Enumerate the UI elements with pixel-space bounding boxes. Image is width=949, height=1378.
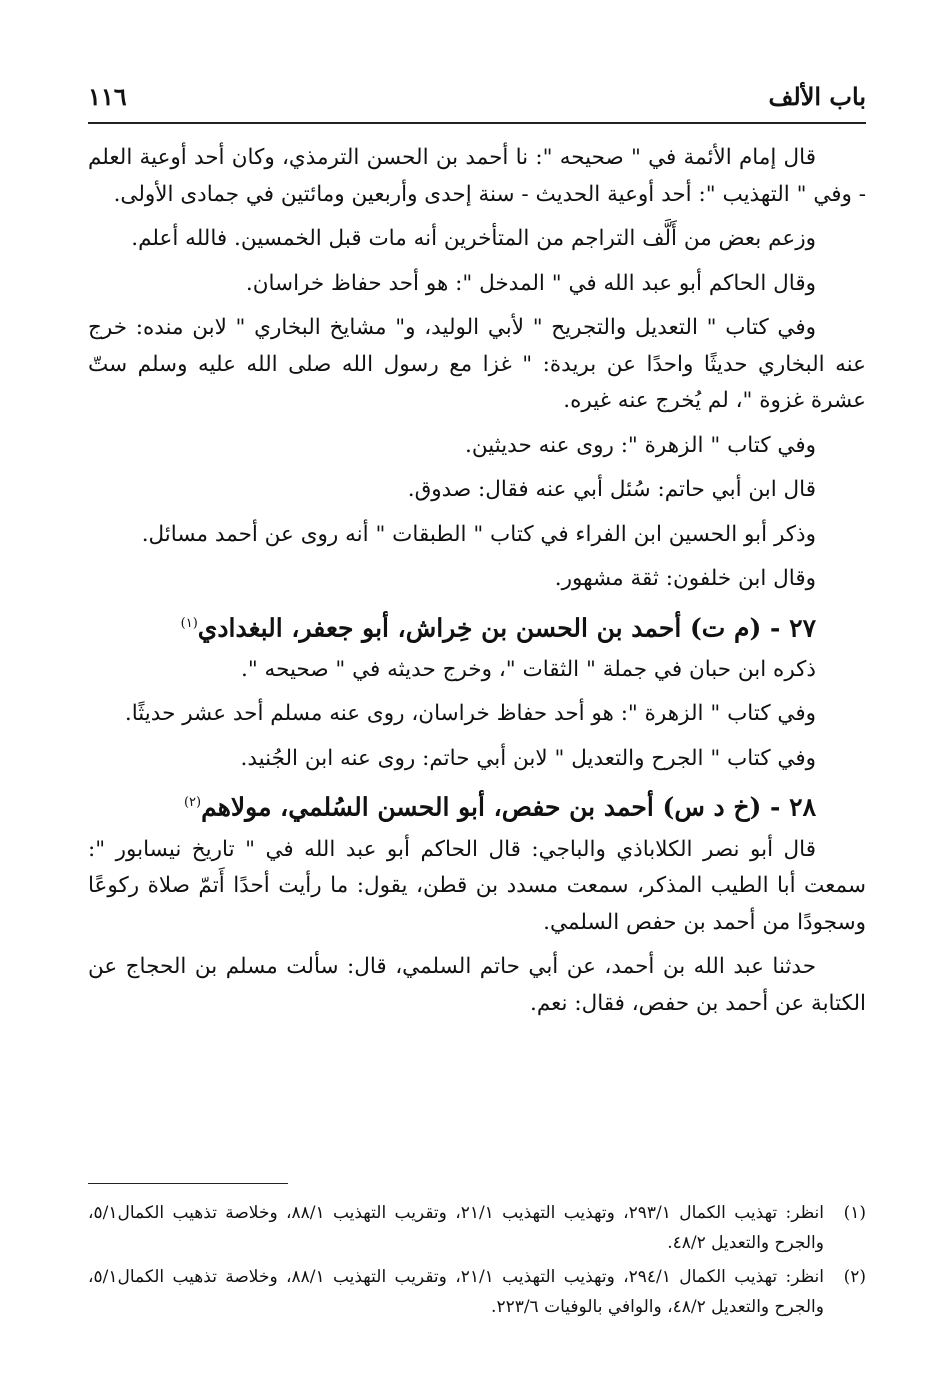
paragraph: حدثنا عبد الله بن أحمد، عن أبي حاتم السلمي، قال: سألت مسلم بن الحجاج عن الكتابة عن أحمد بن حفص، فقال: نعم. bbox=[88, 954, 866, 1016]
paragraph: وقال ابن خلفون: ثقة مشهور. bbox=[554, 566, 816, 591]
paragraph: قال ابن أبي حاتم: سُئل أبي عنه فقال: صدوق. bbox=[407, 477, 816, 502]
paragraph: وفي كتاب " الزهرة ": روى عنه حديثين. bbox=[465, 432, 816, 458]
footnote-number: (٢) bbox=[843, 1267, 866, 1287]
footnote-ref[interactable]: (١) bbox=[180, 615, 198, 631]
entry-heading-27 bbox=[88, 602, 866, 650]
paragraph: وقال الحاكم أبو عبد الله في " المدخل ": هو أحد حفاظ خراسان. bbox=[245, 270, 816, 296]
paragraph: وفي كتاب " التعديل والتجريح " لأبي الوليد، و" مشايخ البخاري " لابن منده: خرج عنه البخاري حديثًا واحدًا عن بريدة: " غزا مع رسول الله صلى الله عليه وسلم ستّ عشرة غزوة "، لم يُخرج عنه غيره. bbox=[88, 315, 866, 413]
entry-heading-28 bbox=[88, 781, 866, 829]
paragraph: وزعم بعض من أَلَّف التراجم من المتأخرين أنه مات قبل الخمسين. فالله أعلم. bbox=[131, 226, 816, 251]
paragraph: وذكر أبو الحسين ابن الفراء في كتاب " الطبقات " أنه روى عن أحمد مسائل. bbox=[141, 521, 816, 547]
footnote-text: انظر: تهذيب الكمال ٢٩٣/١، وتهذيب التهذيب ٢١/١، وتقريب التهذيب ٨٨/١، وخلاصة تذهيب الكمال٥/١، والجرح والتعديل ٤٨/٢. bbox=[88, 1203, 824, 1253]
footnotes bbox=[88, 1198, 866, 1326]
footnote bbox=[88, 1198, 866, 1258]
paragraph: وفي كتاب " الزهرة ": هو أحد حفاظ خراسان، روى عنه مسلم أحد عشر حديثًا. bbox=[124, 701, 816, 727]
main-text bbox=[88, 140, 866, 1022]
paragraph: ذكره ابن حبان في جملة " الثقات "، وخرج حديثه في " صحيحه ". bbox=[240, 656, 816, 682]
footnote-divider bbox=[88, 1183, 288, 1184]
book-page bbox=[88, 0, 866, 1378]
footnote-ref[interactable]: (٢) bbox=[183, 795, 202, 811]
paragraph: قال إمام الأئمة في " صحيحه ": نا أحمد بن الحسن الترمذي، وكان أحد أوعية العلم - وفي " التهذيب ": أحد أوعية الحديث - سنة إحدى وأربعين ومائتين في جمادى الأولى. bbox=[88, 145, 866, 207]
paragraph: وفي كتاب " الجرح والتعديل " لابن أبي حاتم: روى عنه ابن الجُنيد. bbox=[240, 745, 816, 771]
footnote-number: (١) bbox=[843, 1203, 866, 1223]
chapter-title: باب الألف bbox=[768, 82, 866, 111]
footnote-text: انظر: تهذيب الكمال ٢٩٤/١، وتهذيب التهذيب ٢١/١، وتقريب التهذيب ٨٨/١، وخلاصة تذهيب الكمال٥/١، والجرح والتعديل ٤٨/٢، والوافي بالوفيات ٢٢٣/٦. bbox=[88, 1267, 824, 1317]
page-number: ١١٦ bbox=[88, 82, 127, 111]
running-header bbox=[88, 80, 866, 124]
footnote bbox=[88, 1262, 866, 1322]
paragraph: قال أبو نصر الكلاباذي والباجي: قال الحاكم أبو عبد الله في " تاريخ نيسابور ": سمعت أبا الطيب المذكر، سمعت مسدد بن قطن، يقول: ما رأيت أحدًا أَتمّ صلاة ركوعًا وسجودًا من أحمد بن حفص السلمي. bbox=[88, 836, 866, 935]
entry-heading-text: ٢٧ - (م ت) أحمد بن الحسن بن خِراش، أبو جعفر، البغدادي bbox=[197, 612, 816, 642]
entry-heading-text: ٢٨ - (خ د س) أحمد بن حفص، أبو الحسن السُلمي، مولاهم bbox=[201, 792, 816, 822]
